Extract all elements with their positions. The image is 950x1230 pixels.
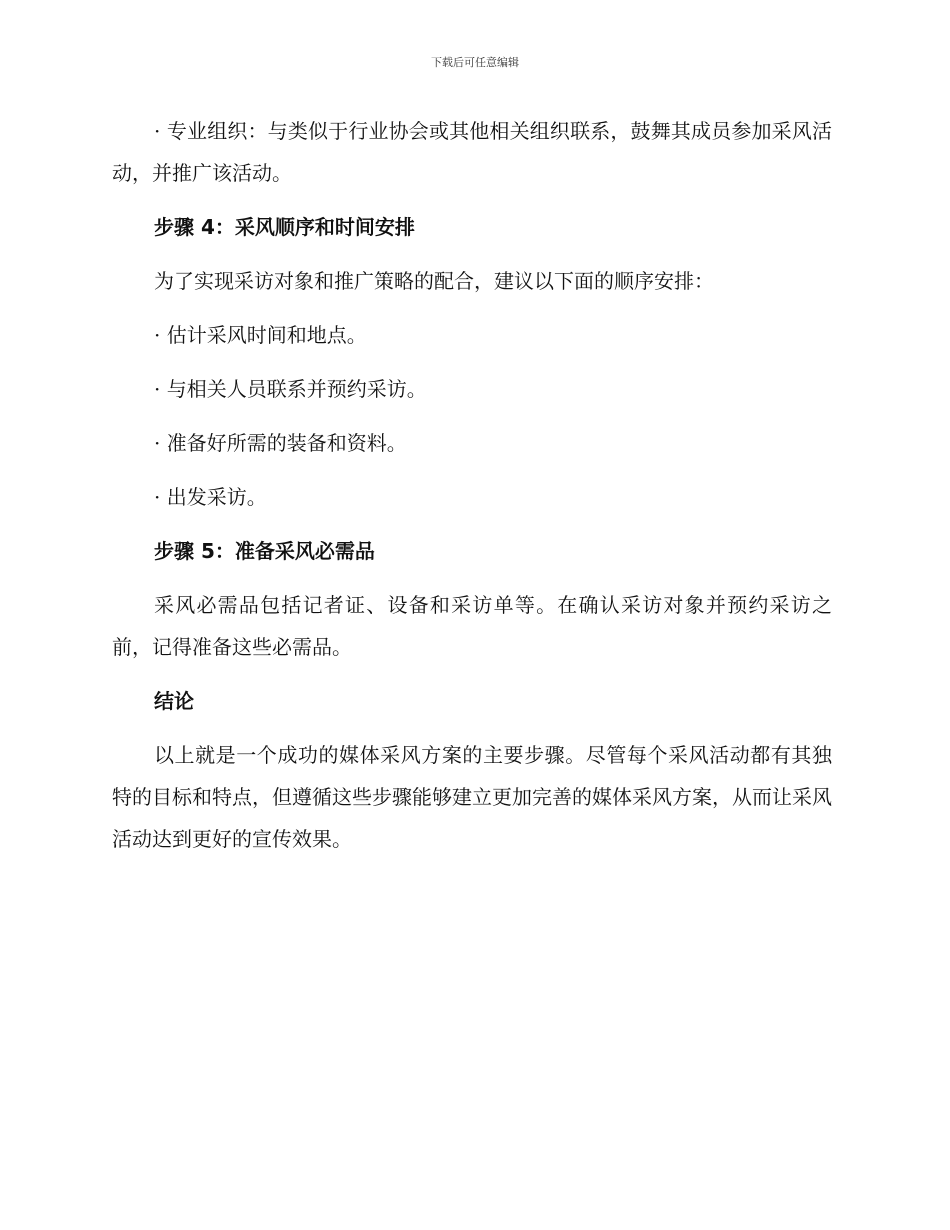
spacer xyxy=(112,668,832,680)
page-header-note: 下载后可任意编辑 xyxy=(431,56,519,69)
spacer xyxy=(112,572,832,584)
bullet-prepare-equipment: · 准备好所需的装备和资料。 xyxy=(154,431,407,455)
heading-conclusion: 结论 xyxy=(154,689,194,713)
spacer xyxy=(112,194,832,206)
paragraph-conclusion: 以上就是一个成功的媒体采风方案的主要步骤。尽管每个采风活动都有其独特的目标和特点，但遵循这些步骤能够建立更加完善的媒体采风方案，从而让采风活动达到更好的宣传效果。 xyxy=(112,743,832,851)
document-body xyxy=(112,110,832,860)
spacer xyxy=(112,722,832,734)
paragraph-necessities: 采风必需品包括记者证、设备和采访单等。在确认采访对象并预约采访之前，记得准备这些必需品。 xyxy=(112,593,832,659)
spacer xyxy=(112,410,832,422)
bullet-depart: · 出发采访。 xyxy=(154,485,267,509)
spacer xyxy=(112,464,832,476)
paragraph-order-intro: 为了实现采访对象和推广策略的配合，建议以下面的顺序安排： xyxy=(154,269,714,293)
spacer xyxy=(112,302,832,314)
heading-step-5: 步骤 5：准备采风必需品 xyxy=(154,539,375,563)
paragraph-professional-organizations: · 专业组织：与类似于行业协会或其他相关组织联系，鼓舞其成员参加采风活动，并推广该活动。 xyxy=(112,119,832,185)
spacer xyxy=(112,356,832,368)
bullet-contact-people: · 与相关人员联系并预约采访。 xyxy=(154,377,427,401)
spacer xyxy=(112,248,832,260)
heading-step-4: 步骤 4：采风顺序和时间安排 xyxy=(154,215,415,239)
bullet-estimate-time: · 估计采风时间和地点。 xyxy=(154,323,367,347)
spacer xyxy=(112,518,832,530)
